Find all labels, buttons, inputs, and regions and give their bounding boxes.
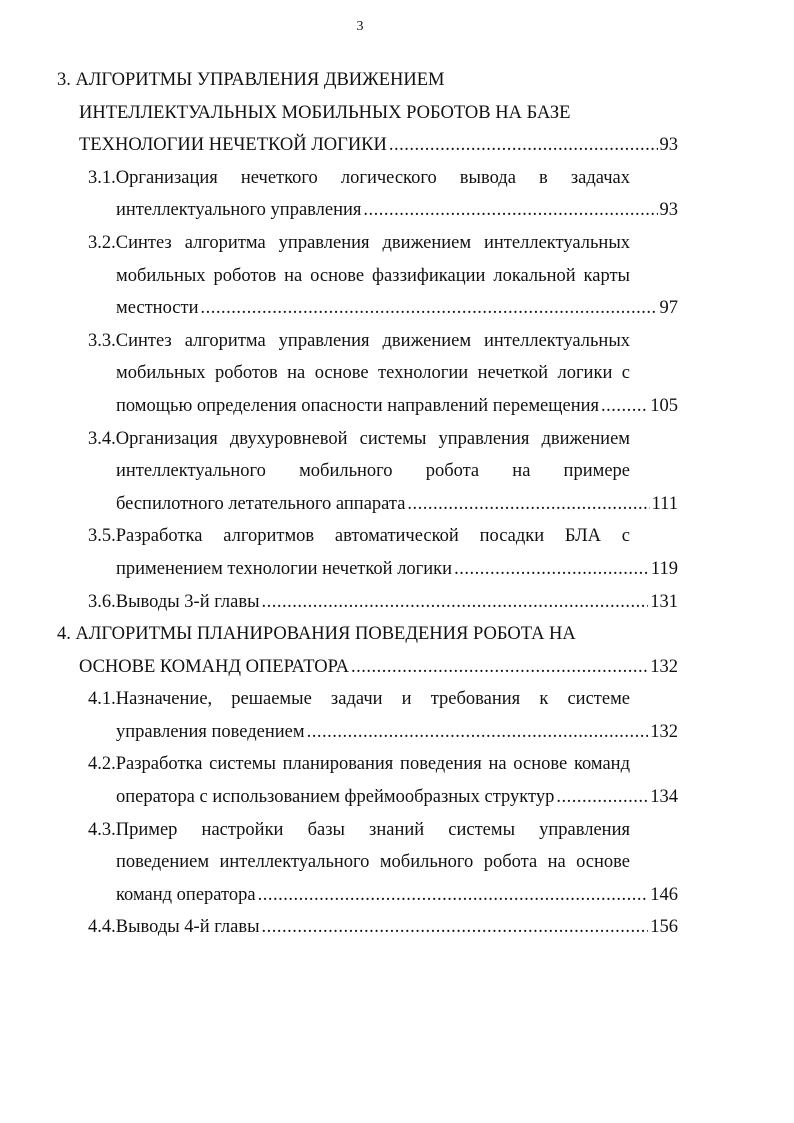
dot-leader (454, 553, 649, 586)
toc-section-3-2[interactable] (0, 227, 794, 325)
toc-page-number: 93 (659, 135, 678, 156)
toc-section-title-line (116, 292, 678, 325)
toc-section-title-line: 4.1.Назначение, решаемые задачи и требования к системе (88, 689, 630, 710)
toc-page-number: 134 (650, 787, 678, 808)
toc-page-number: 132 (650, 721, 678, 742)
toc-section-title-line: мобильных роботов на основе технологии нечеткой логики с (116, 363, 630, 384)
toc-section-4-2[interactable] (0, 748, 794, 813)
toc-entry-text: ТЕХНОЛОГИИ НЕЧЕТКОЙ ЛОГИКИ (79, 135, 387, 156)
toc-chapter-title-line (79, 129, 678, 162)
toc-entry-text: управления поведением (116, 721, 305, 742)
toc-section-title-line (116, 488, 678, 521)
toc-section-4-4[interactable] (0, 911, 794, 944)
toc-page-number: 132 (650, 656, 678, 677)
toc-chapter-title-line: 4. АЛГОРИТМЫ ПЛАНИРОВАНИЯ ПОВЕДЕНИЯ РОБОТА НА (57, 624, 576, 645)
toc-section-4-3[interactable] (0, 814, 794, 912)
toc-section-3-4[interactable] (0, 423, 794, 521)
toc-section-title-line (116, 879, 678, 912)
dot-leader (363, 194, 657, 227)
toc-section-title-line: 3.2.Синтез алгоритма управления движением интеллектуальных (88, 232, 630, 253)
toc-section-title-line: 3.4.Организация двухуровневой системы управления движением (88, 428, 630, 449)
toc-section-title-line (116, 390, 678, 423)
page-number: 3 (356, 19, 364, 34)
toc-page-number: 131 (650, 591, 678, 612)
toc-section-title-line (88, 586, 678, 619)
dot-leader (351, 651, 648, 684)
toc-entry-text: помощью определения опасности направлений перемещения (116, 395, 600, 416)
dot-leader (200, 292, 657, 325)
dot-leader (262, 911, 649, 944)
toc-section-title-line (116, 553, 678, 586)
toc-chapter-4[interactable] (0, 618, 794, 683)
toc-section-title-line: мобильных роботов на основе фаззификации локальной карты (116, 265, 630, 286)
toc-section-title-line (116, 716, 678, 749)
toc-section-3-5[interactable] (0, 520, 794, 585)
toc-page-number: 119 (650, 558, 678, 579)
toc-section-4-1[interactable] (0, 683, 794, 748)
toc-page-number: 146 (650, 884, 678, 905)
toc-entry-text: ОСНОВЕ КОМАНД ОПЕРАТОРА (79, 656, 349, 677)
toc-entry-text: местности (116, 298, 199, 319)
toc-chapter-title-line (79, 651, 678, 684)
toc-section-title-line: 4.3.Пример настройки базы знаний системы управления (88, 819, 630, 840)
toc-entry-text: применением технологии нечеткой логики (116, 558, 453, 579)
toc-section-title-line: 3.3.Синтез алгоритма управления движением интеллектуальных (88, 330, 630, 351)
dot-leader (407, 488, 649, 521)
toc-page-number: 111 (651, 493, 678, 514)
dot-leader (601, 390, 648, 423)
toc-section-3-1[interactable] (0, 162, 794, 227)
toc-section-3-6[interactable] (0, 586, 794, 619)
toc-chapter-3[interactable] (0, 64, 794, 162)
toc-section-title-line: 3.5.Разработка алгоритмов автоматической посадки БЛА с (88, 526, 630, 547)
toc-section-3-3[interactable] (0, 325, 794, 423)
toc-entry-text: беспилотного летательного аппарата (116, 493, 406, 514)
toc-page-number: 97 (659, 298, 678, 319)
toc-section-title-line (88, 911, 678, 944)
toc-entry-text: интеллектуального управления (116, 200, 362, 221)
table-of-contents (0, 64, 794, 944)
toc-section-title-line: поведением интеллектуального мобильного робота на основе (116, 852, 630, 873)
toc-section-title-line: интеллектуального мобильного робота на примере (116, 461, 630, 482)
toc-section-title-line: 3.1.Организация нечеткого логического вывода в задачах (88, 167, 630, 188)
dot-leader (556, 781, 648, 814)
dot-leader (389, 129, 658, 162)
toc-entry-text: 3.6.Выводы 3-й главы (88, 591, 260, 612)
toc-section-title-line (116, 194, 678, 227)
toc-chapter-title-line: ИНТЕЛЛЕКТУАЛЬНЫХ МОБИЛЬНЫХ РОБОТОВ НА БАЗЕ (79, 102, 571, 123)
toc-entry-text: оператора с использованием фреймообразных структур (116, 787, 555, 808)
dot-leader (258, 879, 649, 912)
toc-section-title-line: 4.2.Разработка системы планирования поведения на основе команд (88, 754, 630, 775)
toc-entry-text: 4.4.Выводы 4-й главы (88, 917, 260, 938)
toc-entry-text: команд оператора (116, 884, 256, 905)
toc-page-number: 156 (650, 917, 678, 938)
dot-leader (307, 716, 649, 749)
toc-page-number: 93 (659, 200, 678, 221)
toc-page-number: 105 (650, 395, 678, 416)
toc-chapter-title-line: 3. АЛГОРИТМЫ УПРАВЛЕНИЯ ДВИЖЕНИЕМ (57, 70, 445, 90)
dot-leader (262, 586, 649, 619)
toc-section-title-line (116, 781, 678, 814)
